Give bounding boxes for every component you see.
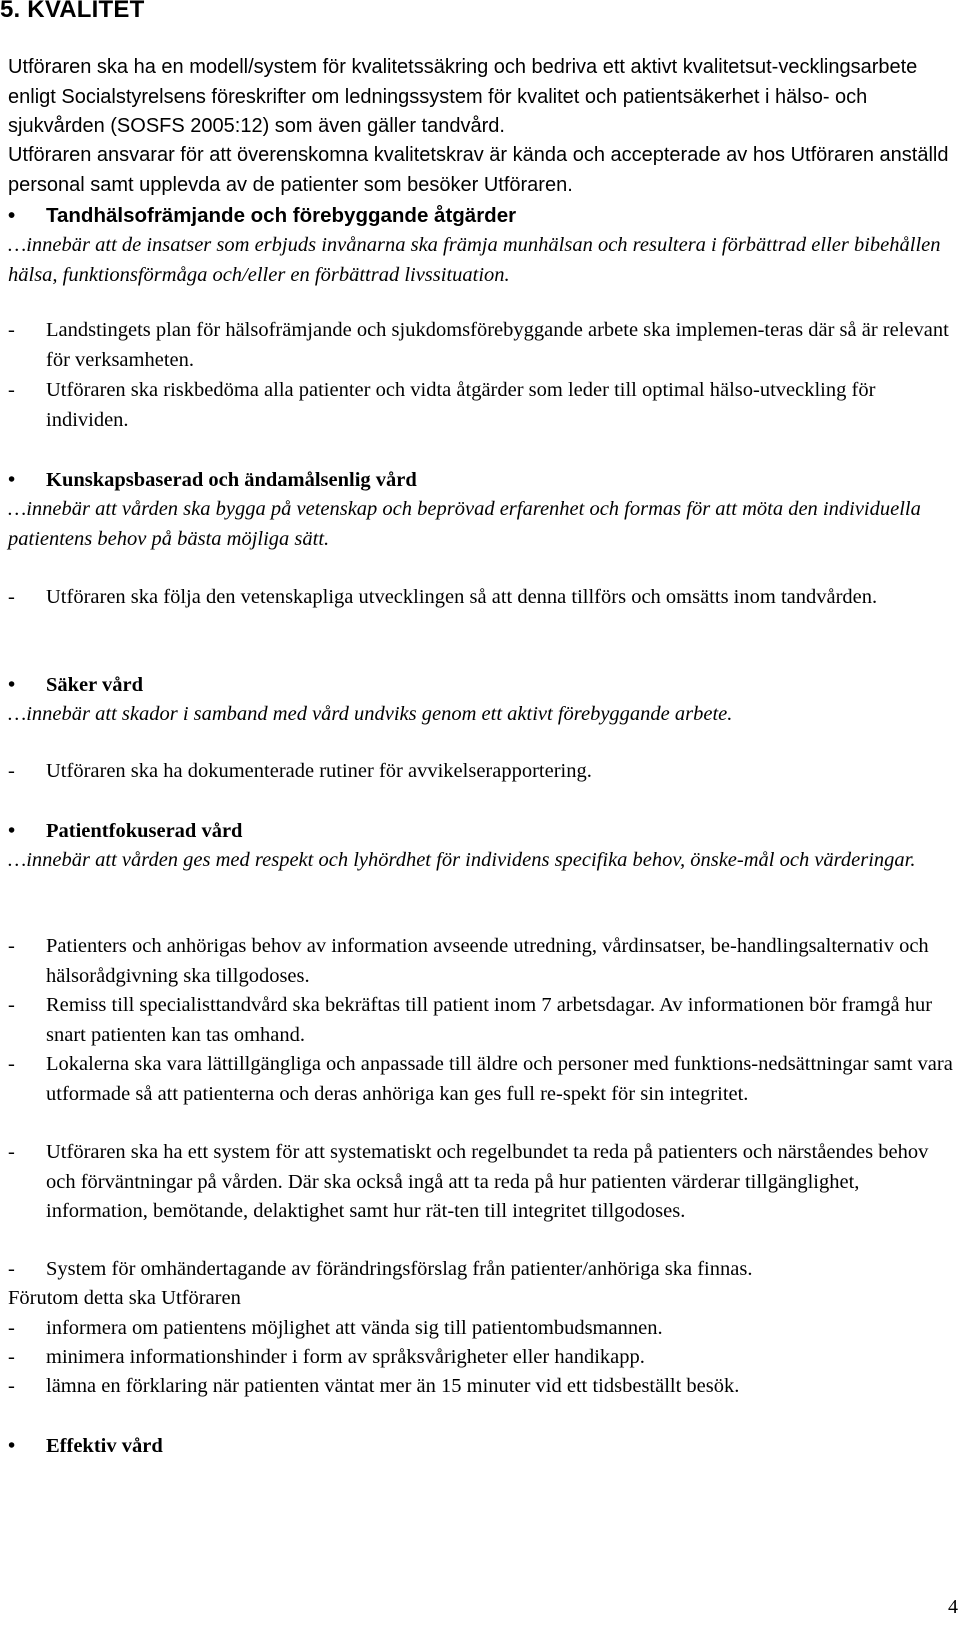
section-description: …innebär att vården ges med respekt och lyhördhet för individens specifika behov, önske-mål och värderingar. — [8, 849, 916, 871]
list-item — [8, 1050, 953, 1109]
dash-icon: - — [8, 1317, 15, 1339]
list-item — [8, 316, 953, 375]
bullet-heading-text: Kunskapsbaserad och ändamålsenlig vård — [46, 469, 417, 491]
list-item-text: Utföraren ska följa den vetenskapliga utvecklingen så att denna tillförs och omsätts inom tandvården. — [46, 586, 878, 608]
section-description: …innebär att de insatser som erbjuds invånarna ska främja munhälsan och resultera i förbättrad eller bibehållen hälsa, funktionsförmåga och/eller en förbättrad livssituation. — [8, 234, 941, 286]
list-item-text: Utföraren ska ha ett system för att systematiskt och regelbundet ta reda på patienters och närståendes behov och förväntningar på vården. Där ska också ingå att ta reda på hur patienten värderar tillgänglighet, information, bemötande, delaktighet samt hur rät-ten till integritet tillgodoses. — [46, 1141, 929, 1222]
section-description: …innebär att skador i samband med vård undviks genom ett aktivt förebyggande arbete. — [8, 703, 733, 725]
bullet-heading-text: Säker vård — [46, 674, 144, 696]
list-item-text: Lokalerna ska vara lättillgängliga och anpassade till äldre och personer med funktions-nedsättningar samt vara utformade så att patienterna och deras anhöriga kan ges full re-spekt för sin integritet. — [46, 1053, 953, 1105]
intro-paragraph-2: Utföraren ansvarar för att överenskomna kvalitetskrav är kända och accepterade av hos Utföraren anställd personal samt upplevda av de patienter som besöker Utföraren. — [8, 144, 949, 196]
list-item — [8, 1255, 953, 1285]
dash-icon: - — [8, 994, 15, 1016]
list-item-text: Landstingets plan för hälsofrämjande och sjukdomsförebyggande arbete ska implemen-teras där så är relevant för verksamheten. — [46, 319, 949, 371]
section-description: …innebär att vården ska bygga på vetenskap och beprövad erfarenhet och formas för att möta den individuella patientens behov på bästa möjliga sätt. — [8, 498, 921, 550]
bullet-icon: • — [8, 204, 16, 227]
list-item — [8, 932, 953, 991]
list-item — [8, 757, 953, 787]
dash-icon: - — [8, 1053, 15, 1075]
page-number: 4 — [948, 1596, 958, 1618]
after-label: Förutom detta ska Utföraren — [8, 1287, 241, 1309]
list-item-text: Patienters och anhörigas behov av information avseende utredning, vårdinsatser, be-handlingsalternativ och hälsorådgivning ska tillgodoses. — [46, 935, 929, 987]
list-item-text: Utföraren ska riskbedöma alla patienter och vidta åtgärder som leder till optimal hälso-utveckling för individen. — [46, 379, 876, 431]
dash-icon: - — [8, 379, 15, 401]
list-item — [8, 1372, 953, 1402]
list-item — [8, 583, 953, 613]
intro-paragraph-1: Utföraren ska ha en modell/system för kvalitetssäkring och bedriva ett aktivt kvalitetsut-vecklingsarbete enligt Socialstyrelsens föreskrifter om ledningssystem för kvalitet och patientsäkerhet i hälso- och sjukvården (SOSFS 2005:12) som även gäller tandvård. — [8, 56, 918, 137]
list-item-text: informera om patientens möjlighet att vända sig till patientombudsmannen. — [46, 1317, 663, 1339]
section-heading: 5. KVALITET — [0, 0, 145, 23]
list-item — [8, 376, 953, 435]
bullet-icon: • — [8, 1435, 16, 1457]
list-item-text: lämna en förklaring när patienten väntat mer än 15 minuter vid ett tidsbeställt besök. — [46, 1375, 740, 1397]
bullet-heading-text: Effektiv vård — [46, 1435, 163, 1457]
list-item-text: System för omhändertagande av förändringsförslag från patienter/anhöriga ska finnas. — [46, 1258, 753, 1280]
bullet-heading-text: Patientfokuserad vård — [46, 820, 243, 842]
dash-icon: - — [8, 1346, 15, 1368]
bullet-icon: • — [8, 820, 16, 842]
bullet-icon: • — [8, 469, 16, 491]
dash-icon: - — [8, 1141, 15, 1163]
list-item-text: Utföraren ska ha dokumenterade rutiner för avvikelserapportering. — [46, 760, 592, 782]
bullet-icon: • — [8, 674, 16, 696]
list-item — [8, 1314, 953, 1344]
bullet-heading-text: Tandhälsofrämjande och förebyggande åtgärder — [46, 204, 517, 227]
dash-icon: - — [8, 586, 15, 608]
dash-icon: - — [8, 319, 15, 341]
list-item — [8, 1343, 953, 1373]
list-item — [8, 1138, 953, 1227]
dash-icon: - — [8, 1258, 15, 1280]
dash-icon: - — [8, 1375, 15, 1397]
list-item-text: Remiss till specialisttandvård ska bekräftas till patient inom 7 arbetsdagar. Av informationen bör framgå hur snart patienten kan tas omhand. — [46, 994, 933, 1046]
list-item — [8, 991, 953, 1050]
list-item-text: minimera informationshinder i form av språksvårigheter eller handikapp. — [46, 1346, 645, 1368]
dash-icon: - — [8, 760, 15, 782]
dash-icon: - — [8, 935, 15, 957]
